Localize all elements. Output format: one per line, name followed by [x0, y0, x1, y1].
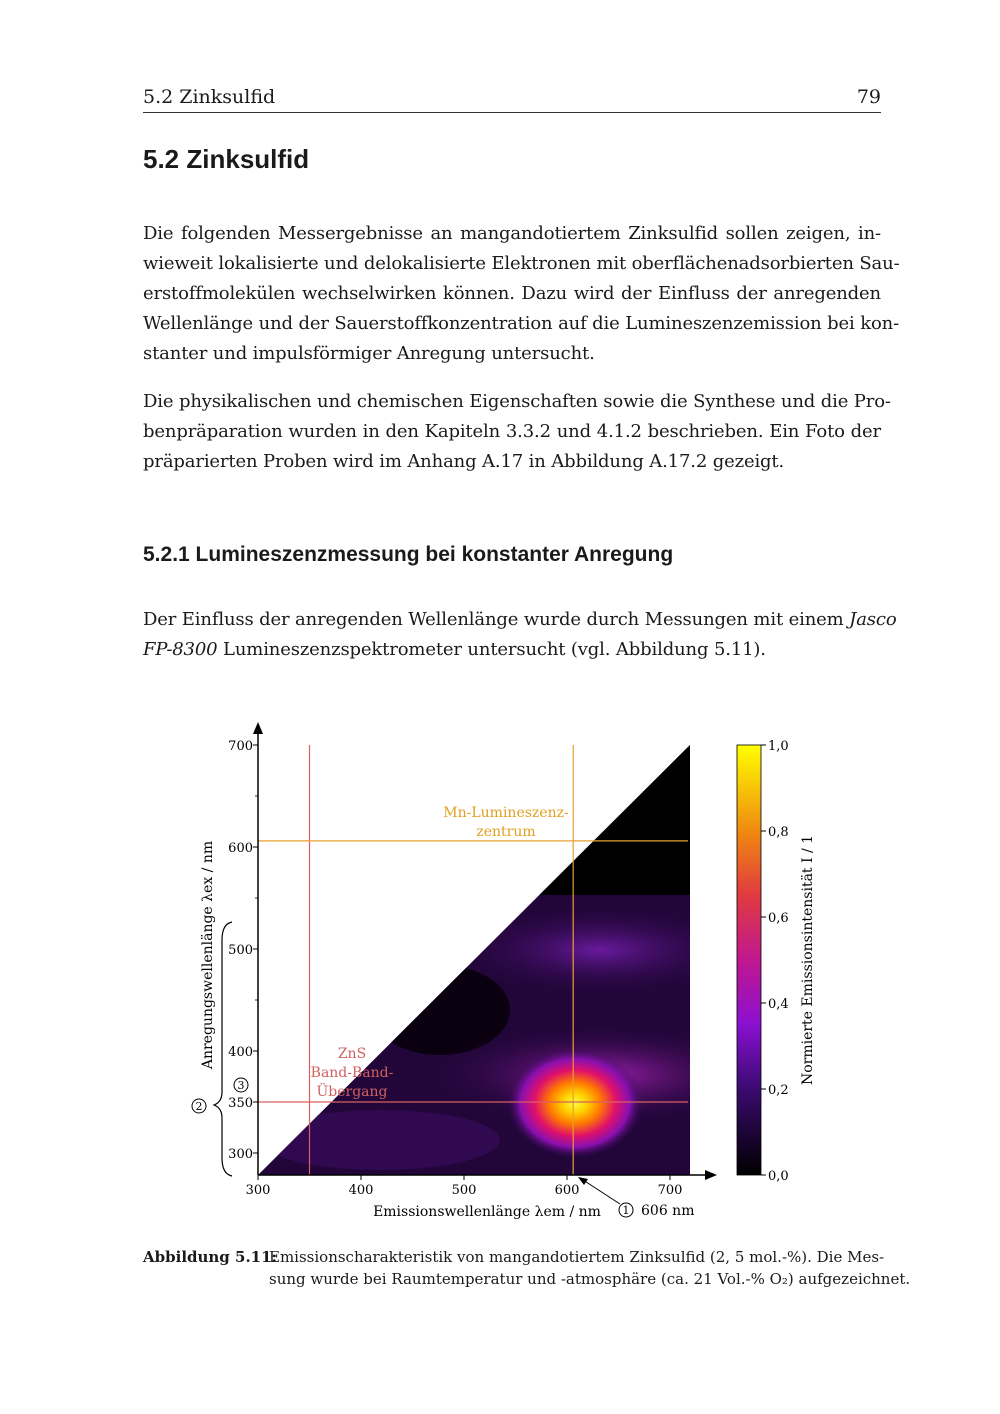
- text-line: Die physikalischen und chemischen Eigenschaften sowie die Synthese und die Pro-: [143, 391, 891, 412]
- zns-label-line2: Band-Band-: [310, 1065, 394, 1081]
- x-tick-label: 600: [554, 1183, 580, 1198]
- caption-line: sung wurde bei Raumtemperatur und -atmosphäre (ca. 21 Vol.-% O₂) aufgezeichnet.: [269, 1270, 911, 1288]
- colorbar-tick-label: 0,6: [768, 911, 789, 926]
- y-tick-label: 600: [228, 841, 253, 856]
- figure-heatmap: [0, 700, 1000, 1240]
- zns-band-emission: [260, 1110, 500, 1170]
- paragraph-3: [143, 605, 897, 665]
- colorbar-tick-label: 0,2: [768, 1083, 789, 1098]
- colorbar-tick-label: 0,4: [768, 997, 789, 1012]
- colorbar-label: Normierte Emissionsintensität I / 1: [800, 834, 816, 1086]
- text-run: Lumineszenzspektrometer untersucht (vgl. Abbildung 5.11).: [217, 639, 766, 660]
- colorbar-ticks: [761, 739, 789, 1184]
- instrument-name-italic: Jasco: [849, 609, 897, 630]
- subsection-title: 5.2.1 Lumineszenzmessung bei konstanter Anregung: [143, 543, 674, 566]
- caption-body: [269, 1246, 911, 1290]
- excitation-band-500: [450, 905, 750, 995]
- text-line: [143, 635, 881, 665]
- text-line: Wellenlänge und der Sauerstoffkonzentration auf die Lumineszenzemission bei kon-: [143, 313, 900, 334]
- caption-label: Abbildung 5.11:: [143, 1248, 278, 1266]
- y-tick-label: 300: [228, 1147, 253, 1162]
- x-tick-label: 500: [451, 1183, 477, 1198]
- colorbar-tick-label: 0,8: [768, 825, 789, 840]
- y-axis-label: Anregungswellenlänge λex / nm: [200, 840, 216, 1070]
- marker3-symbol: 3: [237, 1079, 245, 1092]
- paragraph-1: [143, 219, 900, 369]
- zns-label-line1: ZnS: [337, 1046, 367, 1062]
- y-ticks: [228, 739, 258, 1162]
- mn-emission-hotspot: [507, 1048, 643, 1158]
- zns-label-line3: Übergang: [316, 1084, 388, 1100]
- colorbar-tick-label: 1,0: [768, 739, 789, 754]
- text-line: benpräparation wurden in den Kapiteln 3.3.2 und 4.1.2 beschrieben. Ein Foto der: [143, 421, 881, 442]
- y-axis-arrow: [253, 722, 263, 734]
- mn-label-line1: Mn-Lumineszenz-: [443, 805, 569, 821]
- text-line: Die folgenden Messergebnisse an mangandotiertem Zinksulfid sollen zeigen, in-: [143, 223, 881, 244]
- text-line: [143, 605, 897, 635]
- x-ticks: [246, 1175, 683, 1198]
- caption-line: Emissionscharakteristik von mangandotiertem Zinksulfid (2, 5 mol.-%). Die Mes-: [269, 1248, 885, 1266]
- marker1-symbol: 1: [622, 1204, 630, 1217]
- text-line: stanter und impulsförmiger Anregung untersucht.: [143, 343, 595, 364]
- text-line: wieweit lokalisierte und delokalisierte Elektronen mit oberflächenadsorbierten Sau-: [143, 253, 900, 274]
- instrument-model-italic: FP-8300: [143, 639, 218, 660]
- x-axis-arrow: [705, 1170, 717, 1180]
- x-tick-label: 300: [245, 1183, 271, 1198]
- colorbar-tick-label: 0,0: [768, 1169, 789, 1184]
- marker1-arrowhead: [578, 1177, 588, 1185]
- text-line: präparierten Proben wird im Anhang A.17 in Abbildung A.17.2 gezeigt.: [143, 451, 785, 472]
- paragraph-2: [143, 387, 891, 477]
- y-tick-label: 350: [228, 1096, 253, 1111]
- text-run: Der Einfluss der anregenden Wellenlänge wurde durch Messungen mit einem: [143, 609, 850, 630]
- colorbar: [737, 745, 761, 1175]
- marker2-symbol: 2: [195, 1100, 203, 1113]
- x-axis-label: Emissionswellenlänge λem / nm: [373, 1204, 601, 1220]
- y-tick-label: 700: [228, 739, 253, 754]
- x-tick-label: 400: [348, 1183, 374, 1198]
- running-head-section: 5.2 Zinksulfid: [143, 86, 276, 108]
- running-head: [143, 84, 881, 113]
- marker1-text: 606 nm: [641, 1203, 695, 1219]
- x-tick-label: 700: [657, 1183, 683, 1198]
- page-number: 79: [856, 86, 881, 108]
- mn-label-line2: zentrum: [476, 824, 536, 840]
- section-title: 5.2 Zinksulfid: [143, 144, 310, 174]
- text-line: erstoffmolekülen wechselwirken können. Dazu wird der Einfluss der anregenden: [143, 283, 881, 304]
- y-tick-label: 400: [228, 1045, 253, 1060]
- y-tick-label: 500: [228, 943, 253, 958]
